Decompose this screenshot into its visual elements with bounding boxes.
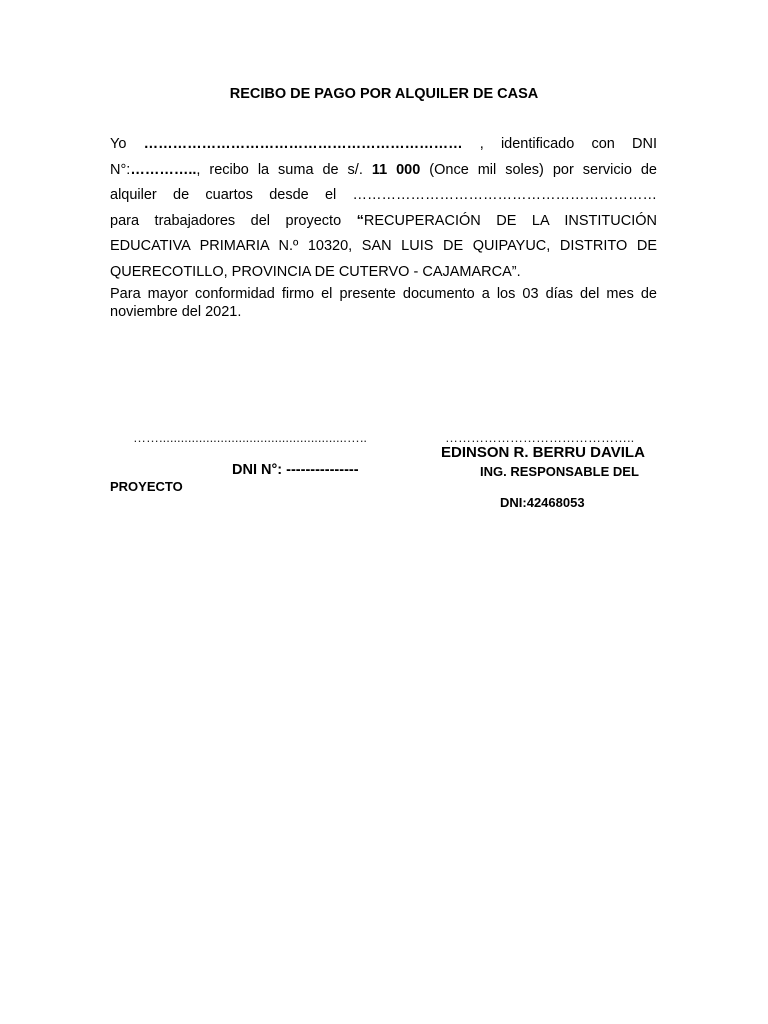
right-signature-line: …………………………………….. — [445, 430, 635, 445]
engineer-dni: DNI:42468053 — [500, 495, 585, 510]
left-dni-label: DNI N°: --------------- — [232, 462, 359, 478]
document-title: RECIBO DE PAGO POR ALQUILER DE CASA — [229, 86, 539, 102]
body-line-3: alquiler de cuartos desde el ……………………………………………………… — [110, 187, 657, 203]
body-line-2: N°:………….., recibo la suma de s/. 11 000 (Once mil soles) por servicio de — [110, 161, 657, 178]
name-blank: ………………………………………………………… — [143, 136, 463, 152]
body-line-5: EDUCATIVA PRIMARIA N.º 10320, SAN LUIS DE QUIPAYUC, DISTRITO DE — [110, 238, 657, 254]
amount: 11 000 — [371, 161, 421, 178]
conformity-paragraph: Para mayor conformidad firmo el presente documento a los 03 días del mes de noviembre del 2021. — [110, 286, 657, 320]
receipt-body-paragraph — [110, 132, 657, 285]
engineer-name: EDINSON R. BERRU DAVILA — [441, 444, 645, 461]
body-line-1: Yo ………………………………………………………… , identificado con DNI — [110, 136, 657, 152]
role-continuation: PROYECTO — [110, 479, 183, 494]
engineer-role: ING. RESPONSABLE DEL — [480, 464, 639, 479]
left-signature-line: ……....................................................….. — [133, 430, 368, 445]
body-line-6: QUERECOTILLO, PROVINCIA DE CUTERVO - CAJAMARCA”. — [110, 263, 521, 280]
body-line-4: para trabajadores del proyecto “RECUPERACIÓN DE LA INSTITUCIÓN — [110, 212, 657, 229]
dni-blank: ………….. — [130, 161, 197, 178]
